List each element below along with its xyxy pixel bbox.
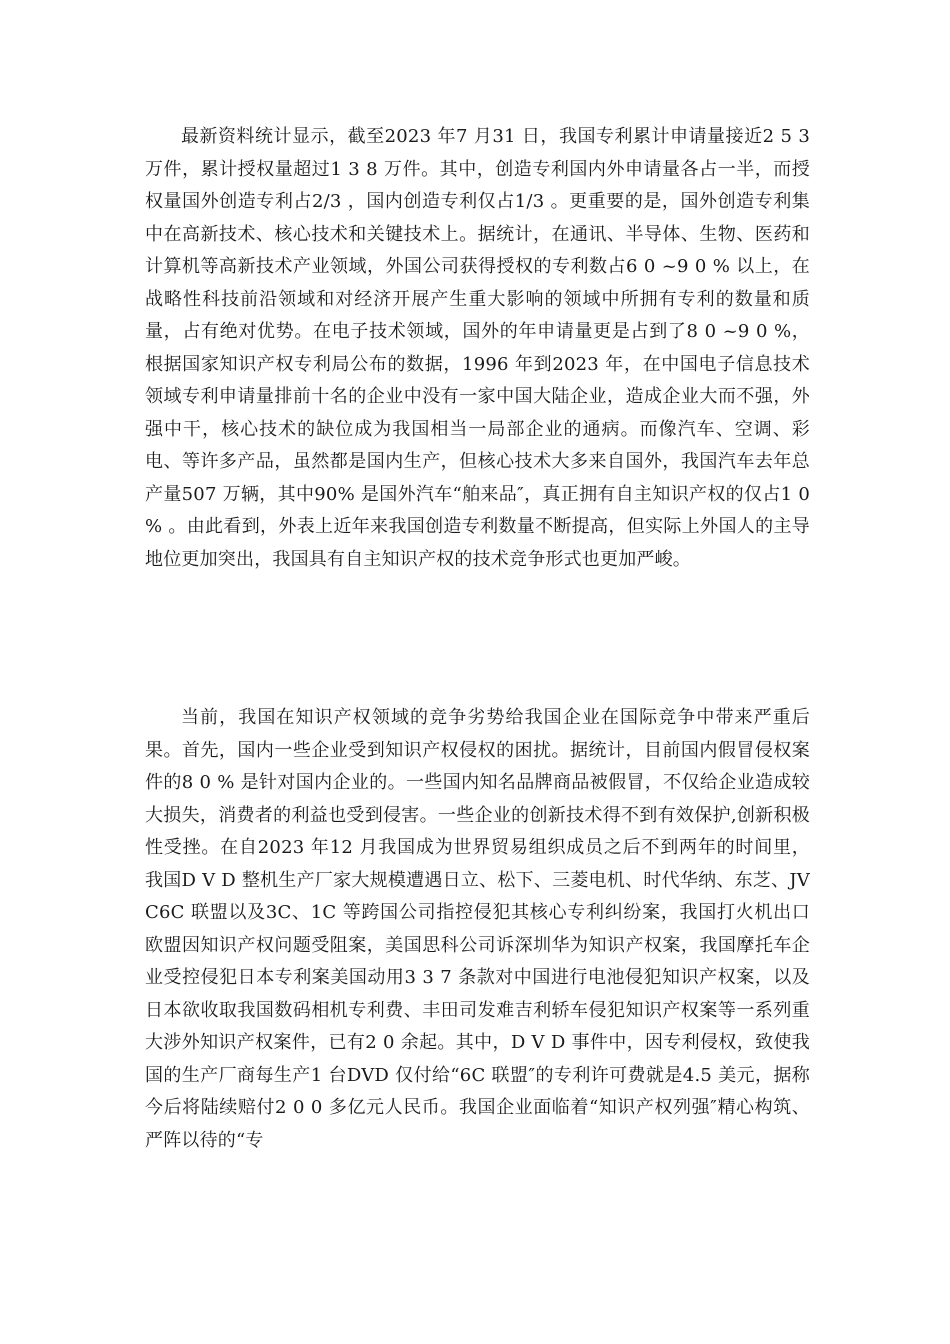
body-paragraph-1: 最新资料统计显示，截至2023 年7 月31 日，我国专利累计申请量接近2 5 3 万件，累计授权量超过1 3 8 万件。其中，创造专利国内外申请量各占一半，而授权量国外创造专利占2/3 ，国内创造专利仅占1/3 。更重要的是，国外创造专利集中在高新技术、核心技术和关键技术上。据统计，在通讯、半导体、生物、医药和计算机等高新技术产业领域，外国公司获得授权的专利数占6 0 ~9 0 % 以上，在战略性科技前沿领域和对经济开展产生重大影响的领域中所拥有专利的数量和质量，占有绝对优势。在电子技术领域，国外的年申请量更是占到了8 0 ~9 0 %，根据国家知识产权专利局公布的数据，1996 年到2023 年，在中国电子信息技术领域专利申请量排前十名的企业中没有一家中国大陆企业，造成企业大而不强，外强中干，核心技术的缺位成为我国相当一局部企业的通病。而像汽车、空调、彩电、等许多产品，虽然都是国内生产，但核心技术大多来自国外，我国汽车去年总产量507 万辆，其中90% 是国外汽车“舶来品″，真正拥有自主知识产权的仅占1 0 % 。由此看到，外表上近年来我国创造专利数量不断提高，但实际上外国人的主导地位更加突出，我国具有自主知识产权的技术竞争形式也更加严峻。 (145, 126, 810, 570)
body-paragraph-2: 当前，我国在知识产权领域的竞争劣势给我国企业在国际竞争中带来严重后果。首先，国内一些企业受到知识产权侵权的困扰。据统计，目前国内假冒侵权案件的8 0 % 是针对国内企业的。一些国内知名品牌商品被假冒，不仅给企业造成较大损失，消费者的利益也受到侵害。一些企业的创新技术得不到有效保护,创新积极性受挫。在自2023 年12 月我国成为世界贸易组织成员之后不到两年的时间里， 我国D V D 整机生产厂家大规模遭遇日立、松下、三菱电机、时代华纳、东芝、JVC6C 联盟以及3C、1C 等跨国公司指控侵犯其核心专利纠纷案，我国打火机出口欧盟因知识产权问题受阻案，美国思科公司诉深圳华为知识产权案，我国摩托车企业受控侵犯日本专利案美国动用3 3 7 条款对中国进行电池侵犯知识产权案，以及日本欲收取我国数码相机专利费、丰田司发难吉利轿车侵犯知识产权案等一系列重大涉外知识产权案件，已有2 0 余起。其中，D V D 事件中，因专利侵权，致使我国的生产厂商每生产1 台DVD 仅付给“6C 联盟″的专利许可费就是4.5 美元，据称今后将陆续赔付2 0 0 多亿元人民币。我国企业面临着“知识产权列强″精心构筑、严阵以待的“专 (145, 707, 810, 1151)
